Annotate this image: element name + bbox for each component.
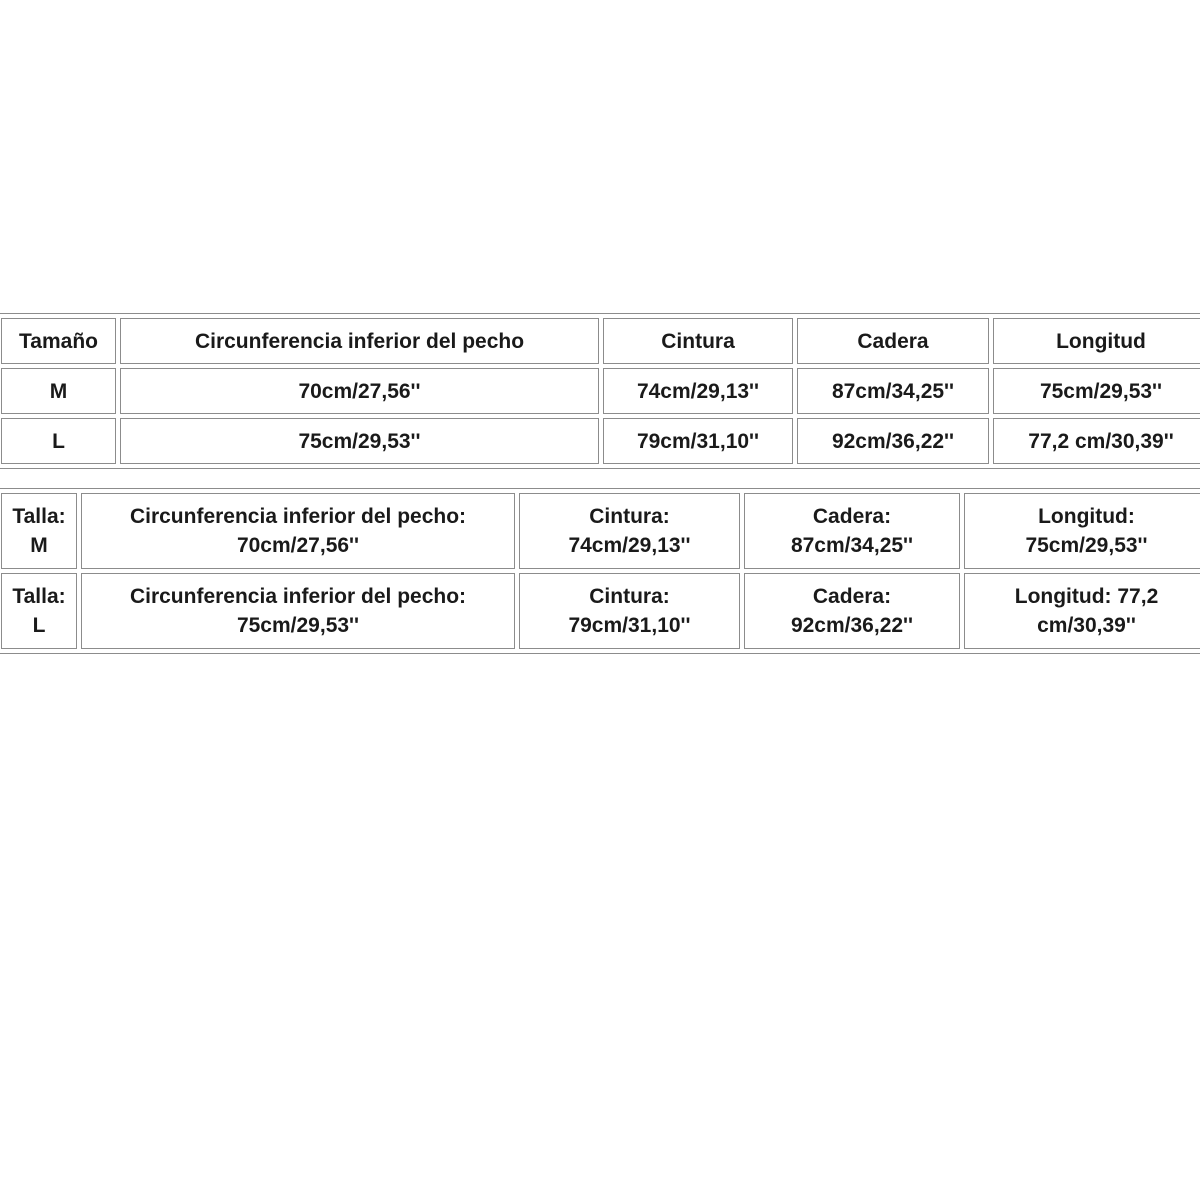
table-row <box>1 493 1200 569</box>
cell-label: Cadera: <box>812 585 892 608</box>
cell-underbust: 75cm/29,53'' <box>120 418 599 464</box>
size-table-1 <box>0 313 1200 469</box>
cell-label: Talla: <box>12 505 66 528</box>
cell-value: 75cm/29,53'' <box>1025 534 1148 557</box>
cell-value: 92cm/36,22'' <box>790 614 914 637</box>
cell-value: 87cm/34,25'' <box>790 534 914 557</box>
cell-waist <box>519 493 740 569</box>
header-length: Longitud <box>993 318 1200 364</box>
header-size: Tamaño <box>1 318 116 364</box>
cell-hip <box>744 573 960 649</box>
cell-value: 79cm/31,10'' <box>568 614 691 637</box>
table-row <box>1 573 1200 649</box>
header-hip: Cadera <box>797 318 989 364</box>
cell-underbust: 70cm/27,56'' <box>120 368 599 414</box>
cell-waist <box>519 573 740 649</box>
cell-size <box>1 493 77 569</box>
cell-label: Longitud: <box>1038 505 1135 528</box>
cell-length <box>964 573 1200 649</box>
cell-label: Talla: <box>12 585 66 608</box>
cell-size: L <box>1 418 116 464</box>
cell-hip: 87cm/34,25'' <box>797 368 989 414</box>
cell-label: Circunferencia inferior del pecho: <box>129 505 467 528</box>
header-underbust: Circunferencia inferior del pecho <box>120 318 599 364</box>
size-table-2 <box>0 488 1200 654</box>
cell-label: Longitud: 77,2 <box>1014 585 1159 608</box>
cell-waist: 79cm/31,10'' <box>603 418 793 464</box>
cell-value: 74cm/29,13'' <box>568 534 691 557</box>
cell-hip: 92cm/36,22'' <box>797 418 989 464</box>
cell-length: 75cm/29,53'' <box>993 368 1200 414</box>
cell-size: M <box>1 368 116 414</box>
cell-length: 77,2 cm/30,39'' <box>993 418 1200 464</box>
cell-value: M <box>30 534 48 557</box>
cell-label: Cadera: <box>812 505 892 528</box>
cell-underbust <box>81 573 515 649</box>
cell-size <box>1 573 77 649</box>
cell-length <box>964 493 1200 569</box>
cell-value: cm/30,39'' <box>1037 614 1136 637</box>
table-header-row <box>1 318 1200 364</box>
table-row <box>1 418 1200 464</box>
cell-label: Cintura: <box>589 505 670 528</box>
cell-value: L <box>32 614 46 637</box>
cell-label: Cintura: <box>589 585 670 608</box>
cell-value: 70cm/27,56'' <box>236 534 360 557</box>
cell-value: 75cm/29,53'' <box>236 614 360 637</box>
cell-waist: 74cm/29,13'' <box>603 368 793 414</box>
cell-underbust <box>81 493 515 569</box>
header-waist: Cintura <box>603 318 793 364</box>
table-row <box>1 368 1200 414</box>
cell-hip <box>744 493 960 569</box>
cell-label: Circunferencia inferior del pecho: <box>129 585 467 608</box>
